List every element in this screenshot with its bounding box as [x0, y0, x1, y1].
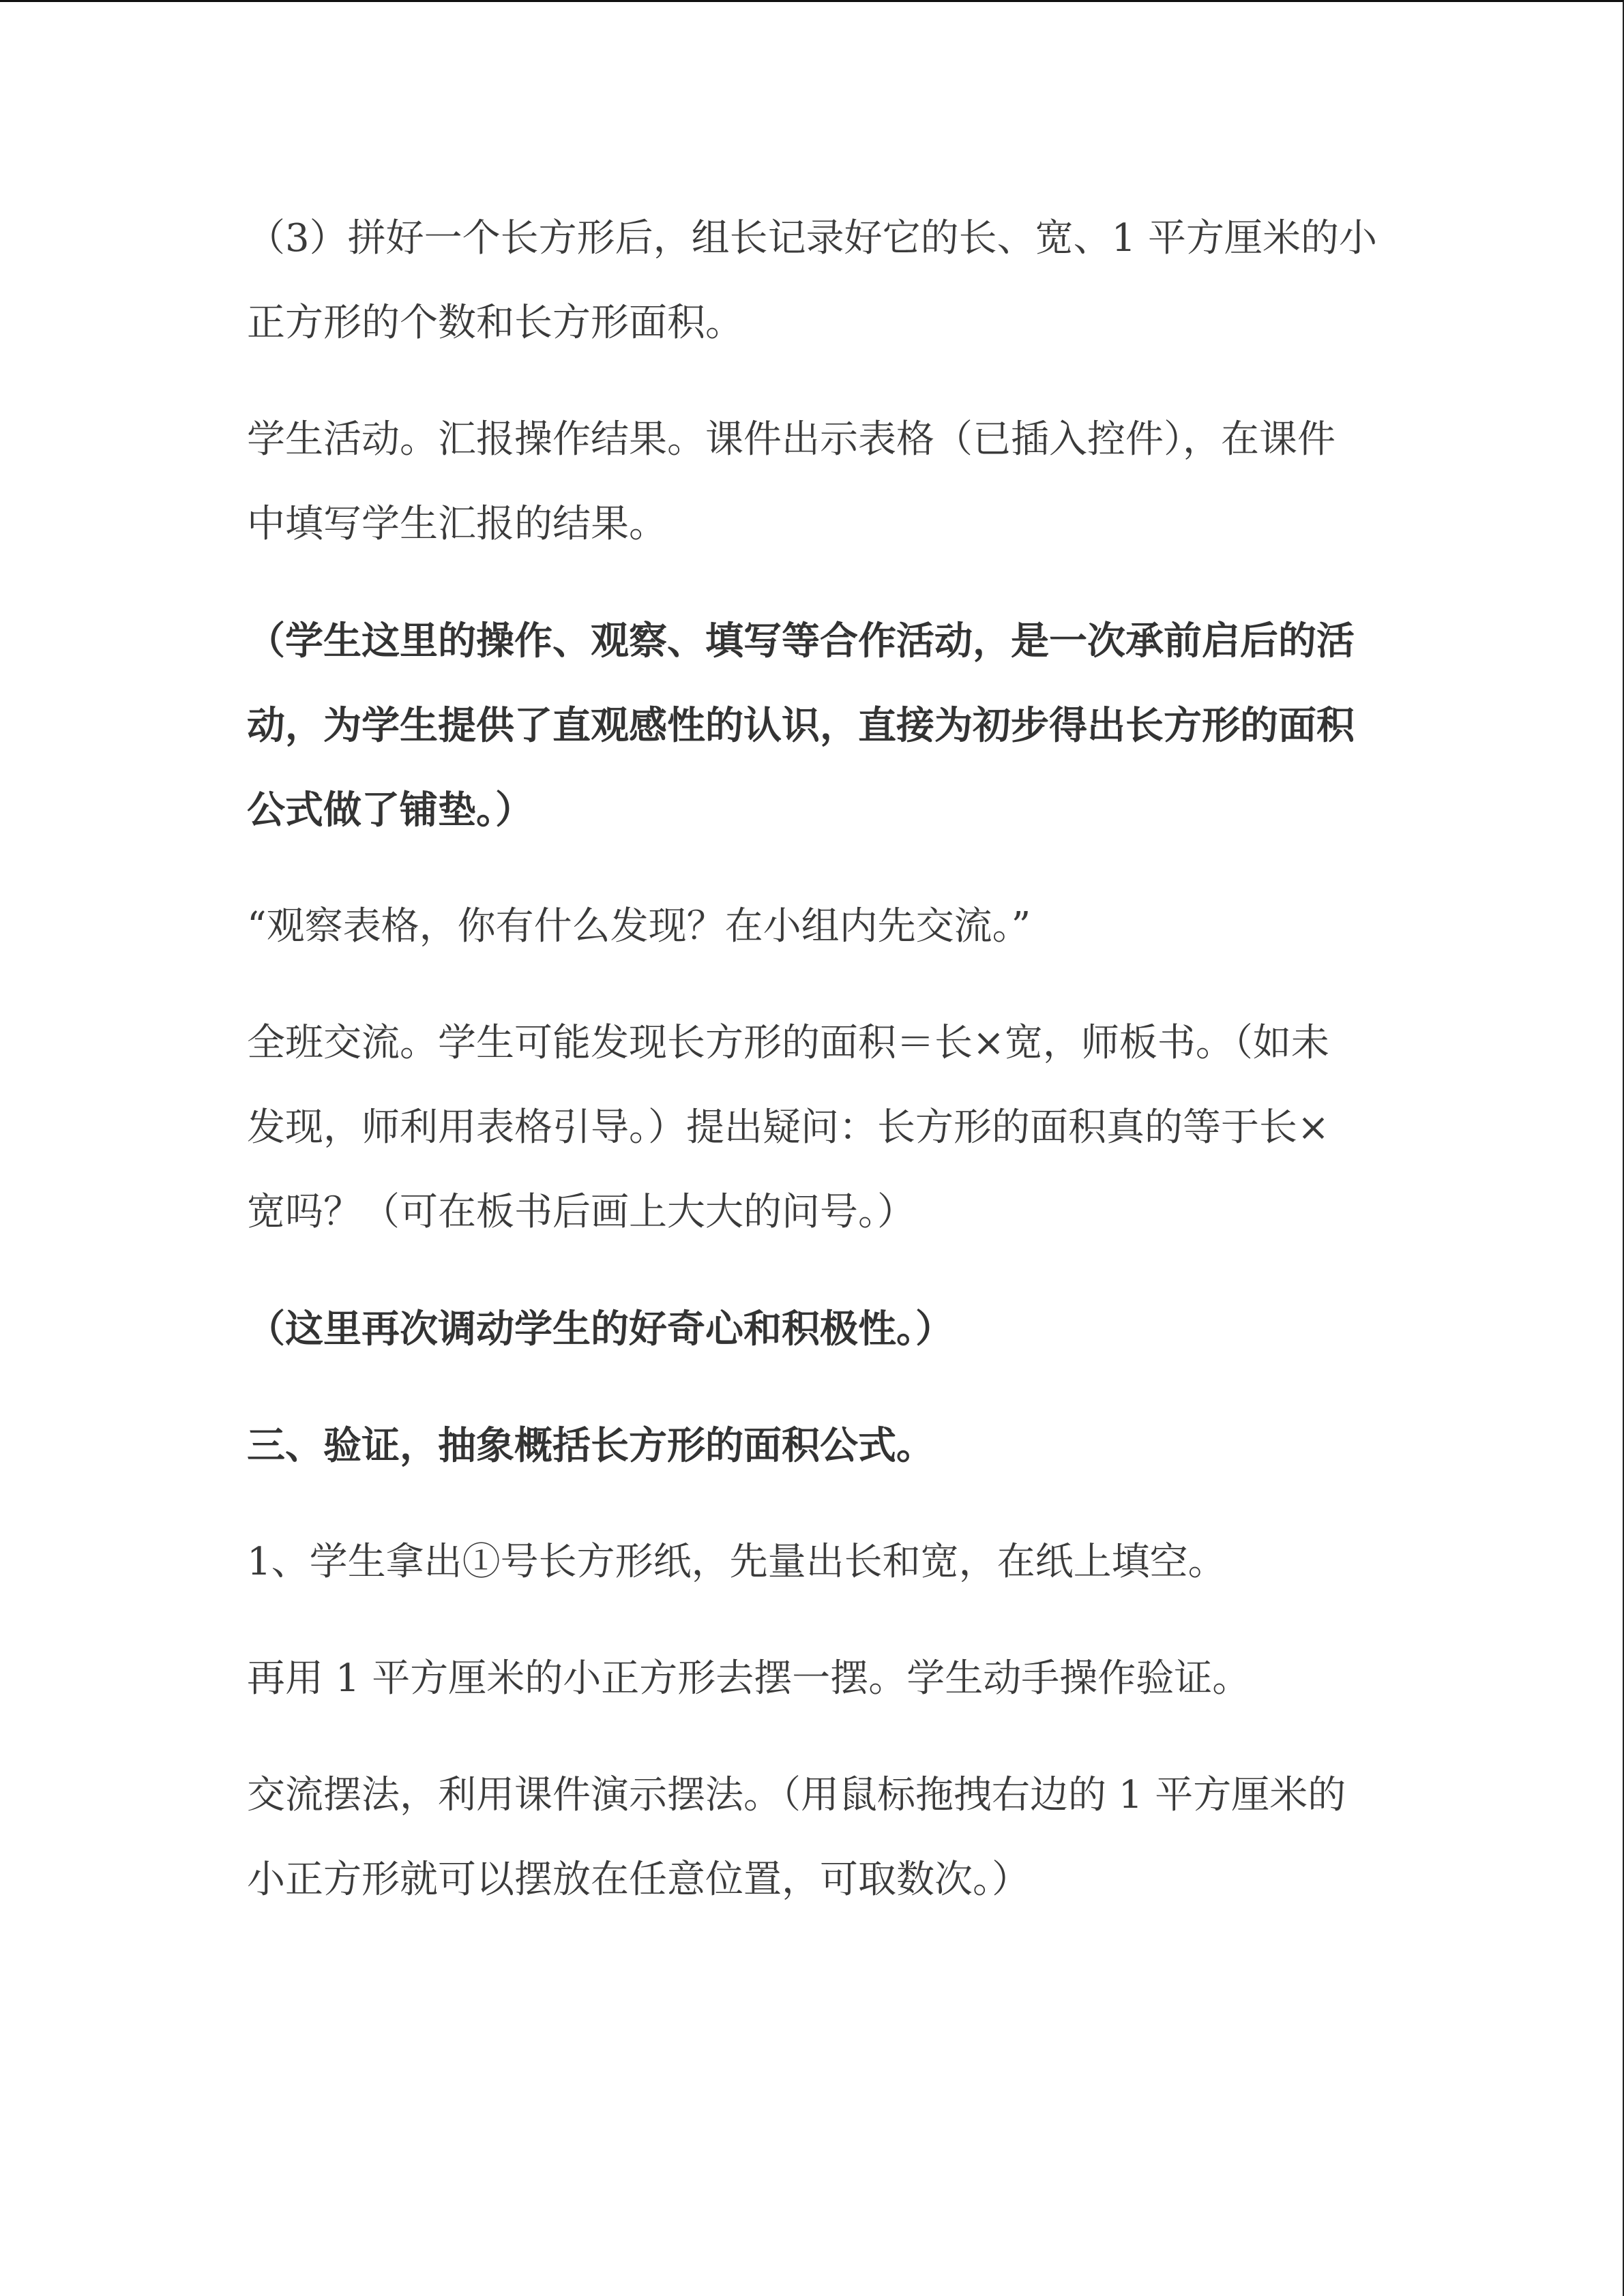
- text-line: 动，为学生提供了直观感性的认识，直接为初步得出长方形的面积: [247, 703, 1355, 748]
- text-line: 公式做了铺垫。）: [247, 788, 533, 833]
- paragraph-demonstration: [247, 1753, 1623, 1922]
- paragraph-class-discussion: [247, 1001, 1623, 1255]
- text-line: 正方形的个数和长方形面积。: [247, 301, 743, 345]
- teaching-note: [247, 1287, 1623, 1371]
- paragraph-verify: [247, 1637, 1623, 1721]
- text-line: 宽吗？（可在板书后画上大大的问号。）: [247, 1190, 915, 1234]
- paragraph-step-3: [247, 196, 1623, 366]
- text-line: 再用 1 平方厘米的小正方形去摆一摆。学生动手操作验证。: [247, 1656, 1251, 1701]
- paragraph-step-1: [247, 1520, 1623, 1605]
- text-line: 1、学生拿出①号长方形纸，先量出长和宽，在纸上填空。: [247, 1540, 1226, 1584]
- text-line: 小正方形就可以摆放在任意位置，可取数次。）: [247, 1858, 1030, 1902]
- text-line: 发现，师利用表格引导。）提出疑问：长方形的面积真的等于长×: [247, 1105, 1329, 1150]
- text-line: 交流摆法，利用课件演示摆法。（用鼠标拖拽右边的 1 平方厘米的: [247, 1773, 1346, 1817]
- text-line: 中填写学生汇报的结果。: [247, 502, 667, 546]
- text-line: 全班交流。学生可能发现长方形的面积＝长×宽，师板书。（如未: [247, 1021, 1329, 1065]
- text-line: （学生这里的操作、观察、填写等合作活动，是一次承前启后的活: [247, 618, 1355, 664]
- paragraph-quote: [247, 884, 1623, 969]
- paragraph-student-activity: [247, 398, 1623, 567]
- text-line: 三、验证，抽象概括长方形的面积公式。: [247, 1423, 934, 1468]
- text-line: （3）拼好一个长方形后，组长记录好它的长、宽、1 平方厘米的小: [247, 216, 1378, 260]
- text-line: 学生活动。汇报操作结果。课件出示表格（已插入控件），在课件: [247, 417, 1335, 462]
- section-heading: [247, 1403, 1623, 1488]
- text-line: “观察表格，你有什么发现？在小组内先交流。”: [247, 904, 1031, 949]
- teaching-note: [247, 599, 1623, 852]
- text-line: （这里再次调动学生的好奇心和积极性。）: [247, 1307, 954, 1352]
